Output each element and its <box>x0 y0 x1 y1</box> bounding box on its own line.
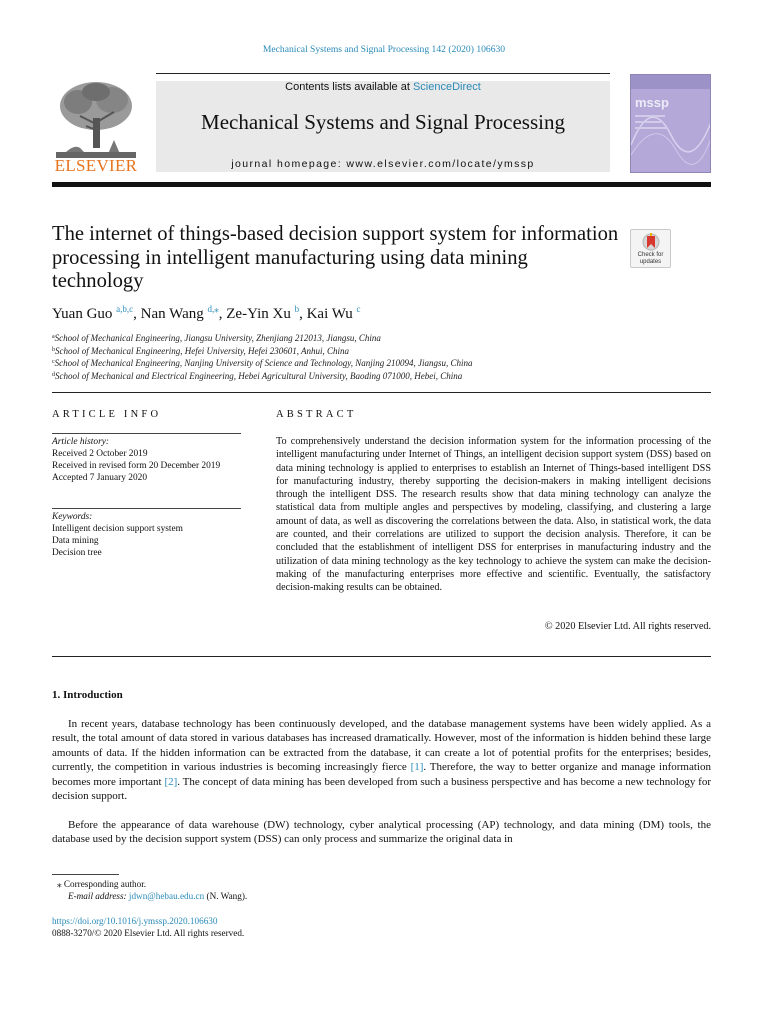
sciencedirect-link[interactable]: ScienceDirect <box>412 81 481 93</box>
affiliation-text: School of Mechanical Engineering, Jiangsu University, Zhenjiang 212013, Jiangsu, China <box>54 333 381 343</box>
author-separator: , <box>218 306 227 322</box>
journal-cover-thumbnail[interactable] <box>630 74 711 173</box>
footnotes <box>52 878 712 902</box>
issn-copyright: 0888-3270/© 2020 Elsevier Ltd. All rights reserved. <box>52 928 245 938</box>
affiliation-list <box>52 332 712 383</box>
author-3[interactable] <box>226 306 299 322</box>
article-history <box>52 436 241 484</box>
elsevier-wordmark: ELSEVIER <box>54 156 138 175</box>
affiliation-label: b <box>52 346 55 353</box>
section-rule <box>52 392 711 393</box>
paragraph-text: . Therefore, the way to better organize and manage information becomes more important <box>52 761 711 788</box>
journal-reference-link[interactable]: Mechanical Systems and Signal Processing 142 (2020) 106630 <box>262 44 506 55</box>
keyword-item: Intelligent decision support system <box>52 524 183 534</box>
author-list <box>52 304 712 323</box>
footnote-text: Corresponding author. <box>63 879 147 889</box>
header-bottom-rule <box>52 182 711 187</box>
article-info-heading: ARTICLE INFO <box>52 409 162 420</box>
author-name: Ze-Yin Xu <box>226 306 291 322</box>
journal-homepage-link[interactable]: journal homepage: www.elsevier.com/locate/ymssp <box>231 158 535 170</box>
journal-banner <box>156 81 610 172</box>
doi-block <box>52 915 712 939</box>
affiliation-item <box>52 357 712 370</box>
header-top-rule <box>156 73 610 74</box>
elsevier-logo[interactable] <box>52 80 138 176</box>
email-link[interactable]: jdwn@hebau.edu.cn <box>128 891 205 901</box>
journal-title: Mechanical Systems and Signal Processing <box>201 110 565 134</box>
abstract-bottom-rule <box>52 656 711 657</box>
affiliation-item <box>52 370 712 383</box>
affiliation-item <box>52 345 712 358</box>
keywords-rule <box>52 508 241 509</box>
affiliation-text: School of Mechanical Engineering, Nanjing University of Science and Technology, Nanjing 210094, Jiangsu, China <box>54 358 473 369</box>
keywords-block <box>52 511 241 559</box>
doi-link[interactable]: https://doi.org/10.1016/j.ymssp.2020.106630 <box>52 916 218 926</box>
contents-prefix: Contents lists available at <box>285 81 413 93</box>
affiliation-marker[interactable]: a,b,c <box>116 304 134 314</box>
crossmark-label: Check for updates <box>637 252 664 265</box>
affiliation-label: d <box>52 372 55 379</box>
author-separator: , <box>133 306 141 322</box>
introduction-paragraph-1 <box>52 717 711 803</box>
affiliation-label: a <box>52 334 55 340</box>
affiliation-text: School of Mechanical and Electrical Engineering, Hebei Agricultural University, Baoding 071000, Hebei, China <box>55 371 463 382</box>
abstract-text: To comprehensively understand the decision information system for the information processing of the intelligent manufacturing under Internet of Things, an intelligent decision support system (DSS) based on data mining technology is applied to enterprises to establish an Internet of Things-based intelligent DSS for manufacturing industry, thereby supporting the decision-makers in making intelligent decisions through the intelligent DSS. The research results show that data mining technology can analyze the statistical data from multiple angles and perspectives by modeling, classifying, and clustering a large amount of data, as well as discovering the correlations between the data. Also, in statistical work, the data are counted, and their correlations are utilized to support the decision analysis. Therefore, it can be concluded that the establishment of intelligent DSS for enterprises in manufacturing industry and the utilization of data mining technology as the key technology to achieve the system can make the decision-making of the manufacturing enterprises more effective and scientific. Eventually, the satisfactory decision-making results can be obtained. <box>276 436 711 594</box>
article-info-rule <box>52 433 241 434</box>
article-history-label: Article history: <box>52 437 110 447</box>
affiliation-marker[interactable]: d,⁎ <box>207 304 219 314</box>
footnote-rule <box>52 874 119 875</box>
contents-line <box>156 81 610 93</box>
footnote-marker: ⁎ <box>57 879 62 889</box>
abstract-heading: ABSTRACT <box>276 409 357 420</box>
author-2[interactable] <box>141 306 219 322</box>
email-label: E-mail address: <box>68 891 127 901</box>
check-for-updates-button[interactable] <box>630 229 671 268</box>
keywords-label: Keywords: <box>52 512 93 522</box>
cover-wave-graphic <box>631 75 711 173</box>
paragraph-text: In recent years, database technology has been continuously developed, and the database management systems have been widely applied. As a result, the total amount of data stored in various databases has increased dramatically. However, most of the information is hidden behind these large amounts of data. If the hidden information can be extracted from the database, it can create a lot of potential profits for the enterprises; besides, currently, the competition in various industries is becoming increasingly fierce <box>52 718 711 774</box>
elsevier-tree-icon <box>56 80 136 158</box>
keyword-item: Decision tree <box>52 548 102 558</box>
crossmark-icon <box>642 233 660 253</box>
abstract-copyright: © 2020 Elsevier Ltd. All rights reserved. <box>544 621 711 632</box>
author-name: Yuan Guo <box>52 306 113 322</box>
citation-link[interactable]: [1] <box>410 761 424 774</box>
history-revised: Received in revised form 20 December 2019 <box>52 461 221 471</box>
paper-title: The internet of things-based decision support system for information processing in intelligent manufacturing using data mining technology <box>52 223 619 292</box>
history-accepted: Accepted 7 January 2020 <box>52 473 148 483</box>
affiliation-marker[interactable]: c <box>356 304 361 314</box>
keyword-item: Data mining <box>52 536 99 546</box>
affiliation-marker[interactable]: b <box>294 304 300 314</box>
citation-link[interactable]: [2] <box>164 775 178 788</box>
affiliation-text: School of Mechanical Engineering, Hefei University, Hefei 230601, Anhui, China <box>55 345 350 356</box>
email-note <box>52 890 712 902</box>
cover-label: mssp <box>635 95 669 110</box>
history-received: Received 2 October 2019 <box>52 449 148 459</box>
affiliation-label: c <box>52 359 55 366</box>
author-name: Nan Wang <box>140 306 204 322</box>
corresponding-author-note <box>52 878 712 890</box>
author-separator: , <box>299 306 307 322</box>
introduction-paragraph-2: Before the appearance of data warehouse (DW) technology, cyber analytical processing (AP) technology, and data mining (DM) tools, the database used by the decision support system (DSS) can only process and summarize the original data in <box>52 819 711 846</box>
author-name: Kai Wu <box>306 306 353 322</box>
author-4[interactable] <box>307 306 361 322</box>
introduction-heading: 1. Introduction <box>52 689 123 701</box>
affiliation-item <box>52 332 712 345</box>
paragraph-text: . The concept of data mining has been developed from such a business perspective and has become a new technology for decision support. <box>52 775 712 803</box>
author-1[interactable] <box>52 306 133 322</box>
email-owner: (N. Wang). <box>206 891 248 901</box>
